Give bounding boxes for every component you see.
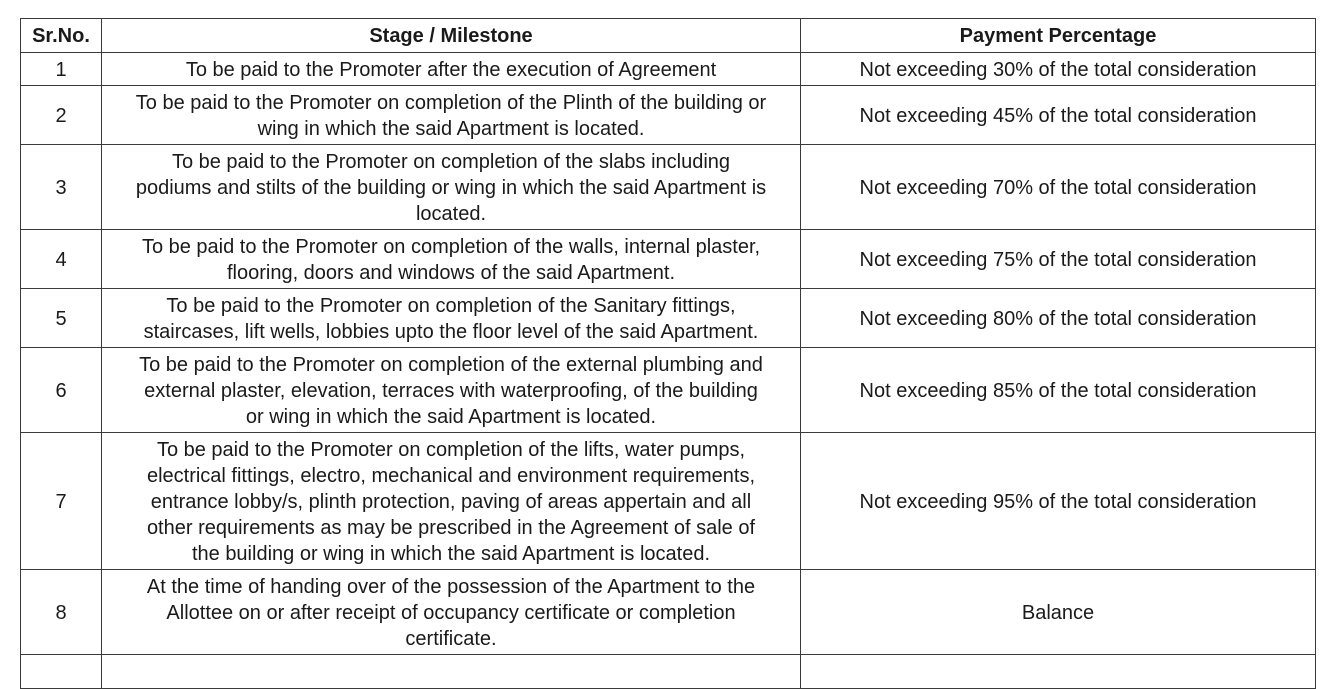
header-stage-milestone: Stage / Milestone	[102, 19, 801, 53]
sr-no-cell: 2	[21, 86, 102, 145]
stage-cell: To be paid to the Promoter on completion of the lifts, water pumps, electrical fittings, electro, mechanical and environment requirements, entrance lobby/s, plinth protection, paving of areas appertain and all other requirements as may be prescribed in the Agreement of sale of the building or wing in which the said Apartment is located.	[102, 433, 801, 570]
sr-no-cell: 6	[21, 348, 102, 433]
sr-no-cell: 8	[21, 570, 102, 655]
table-body	[21, 53, 1316, 689]
payment-cell: Not exceeding 30% of the total consideration	[801, 53, 1316, 86]
header-row	[21, 19, 1316, 53]
sr-no-cell: 7	[21, 433, 102, 570]
payment-cell: Not exceeding 75% of the total consideration	[801, 230, 1316, 289]
header-payment-percentage: Payment Percentage	[801, 19, 1316, 53]
table-row	[21, 230, 1316, 289]
table-row	[21, 145, 1316, 230]
stage-cell: At the time of handing over of the possession of the Apartment to the Allottee on or after receipt of occupancy certificate or completion certificate.	[102, 570, 801, 655]
payment-schedule-table	[20, 18, 1316, 689]
empty-cell	[801, 655, 1316, 689]
header-sr-no: Sr.No.	[21, 19, 102, 53]
table-row	[21, 570, 1316, 655]
payment-cell: Balance	[801, 570, 1316, 655]
payment-cell: Not exceeding 80% of the total consideration	[801, 289, 1316, 348]
stage-cell: To be paid to the Promoter on completion of the slabs including podiums and stilts of the building or wing in which the said Apartment is located.	[102, 145, 801, 230]
sr-no-cell: 4	[21, 230, 102, 289]
payment-cell: Not exceeding 95% of the total consideration	[801, 433, 1316, 570]
sr-no-cell: 1	[21, 53, 102, 86]
payment-cell: Not exceeding 85% of the total consideration	[801, 348, 1316, 433]
table-header	[21, 19, 1316, 53]
sr-no-cell: 5	[21, 289, 102, 348]
table-row	[21, 86, 1316, 145]
sr-no-cell: 3	[21, 145, 102, 230]
payment-cell: Not exceeding 45% of the total consideration	[801, 86, 1316, 145]
stage-cell: To be paid to the Promoter after the execution of Agreement	[102, 53, 801, 86]
table-row	[21, 348, 1316, 433]
payment-cell: Not exceeding 70% of the total consideration	[801, 145, 1316, 230]
stage-cell: To be paid to the Promoter on completion of the external plumbing and external plaster, elevation, terraces with waterproofing, of the building or wing in which the said Apartment is located.	[102, 348, 801, 433]
stage-cell: To be paid to the Promoter on completion of the walls, internal plaster, flooring, doors and windows of the said Apartment.	[102, 230, 801, 289]
table-row	[21, 53, 1316, 86]
table-row	[21, 289, 1316, 348]
empty-cell	[102, 655, 801, 689]
table-row	[21, 433, 1316, 570]
table-row-empty	[21, 655, 1316, 689]
stage-cell: To be paid to the Promoter on completion of the Sanitary fittings, staircases, lift wells, lobbies upto the floor level of the said Apartment.	[102, 289, 801, 348]
stage-cell: To be paid to the Promoter on completion of the Plinth of the building or wing in which the said Apartment is located.	[102, 86, 801, 145]
empty-cell	[21, 655, 102, 689]
